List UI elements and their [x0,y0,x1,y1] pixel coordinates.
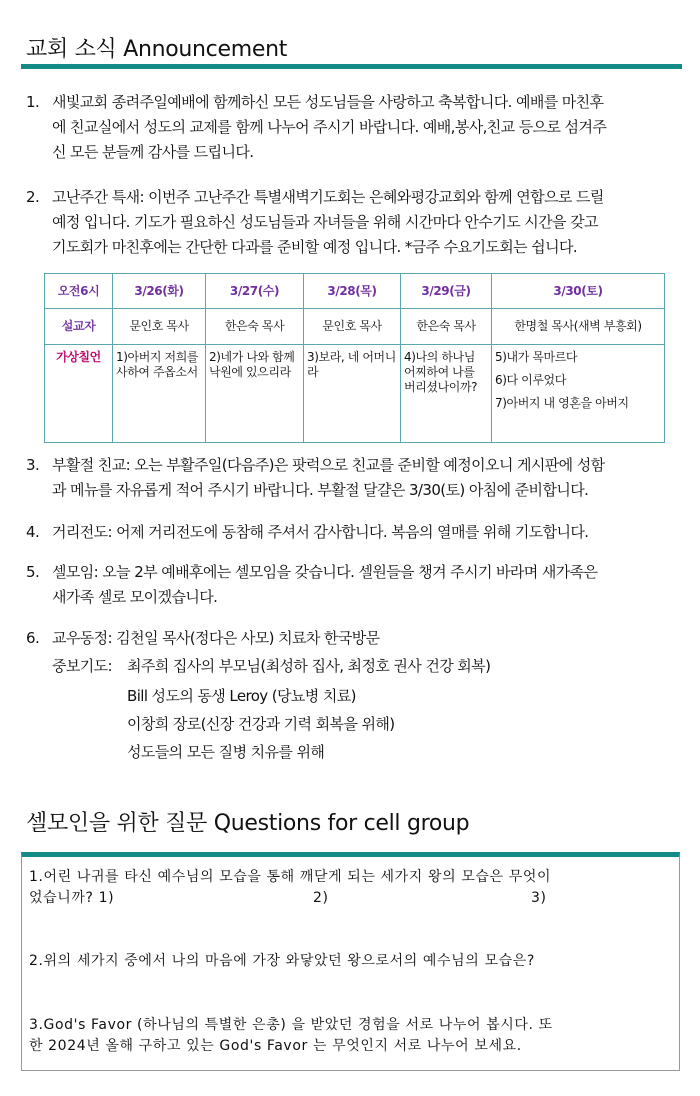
item-number: 5. [26,563,40,581]
item-number: 6. [26,629,40,647]
questions-box [21,852,680,1071]
question-line: 1.어린 나귀를 타신 예수님의 모습을 통해 깨닫게 되는 세가지 왕의 모습은 무엇이 [29,869,552,885]
table-cell: 문인호 목사 [304,309,401,345]
item-line: 새가족 셀로 모이겠습니다. [52,588,218,606]
prayer-label: 중보기도: [52,657,113,675]
answer-marker-2: 2) [313,890,329,906]
announcement-rule [21,64,682,69]
item-line: 부활절 친교: 오는 부활주일(다음주)은 팟럭으로 친교를 준비할 예정이오니 게시판에 성함 [52,456,605,474]
item-line: 신 모든 분들께 감사를 드립니다. [52,143,254,161]
table-cell: 4)나의 하나님 어찌하여 나를 버리셨나이까? [401,345,492,443]
row-label-preacher: 설교자 [45,309,113,345]
question-text: 었습니까? 1) [29,890,115,906]
table-cell: 2)네가 나와 함께 낙원에 있으리라 [206,345,304,443]
announcement-item-3 [26,453,676,503]
table-header-cell: 오전6시 [45,274,113,309]
prayer-line: 최주희 집사의 부모님(최성하 집사, 최정호 권사 건강 회복) [127,657,491,675]
word-line: 6)다 이루었다 [495,373,566,387]
prayer-line: 성도들의 모든 질병 치유를 위해 [127,743,325,761]
question-line: 2.위의 세가지 중에서 나의 마음에 가장 와닿았던 왕으로서의 예수님의 모습은? [29,953,535,969]
table-header-cell: 3/30(토) [492,274,665,309]
item-line: 에 친교실에서 성도의 교제를 함께 나누어 주시기 바랍니다. 예배,봉사,친교 등으로 섬겨주 [52,118,607,136]
item-line: 거리전도: 어제 거리전도에 동참해 주셔서 감사합니다. 복음의 열매를 위해 기도합니다. [52,523,589,541]
question-line: 한 2024년 올해 구하고 있는 God's Favor 는 무엇인지 서로 나누어 보세요. [29,1038,522,1054]
announcement-item-6 [26,626,676,651]
row-label-words: 가상칠언 [45,345,113,443]
item-line: 예정 입니다. 기도가 필요하신 성도님들과 자녀들을 위해 시간마다 안수기도 시간을 갖고 [52,213,598,231]
question-line: 3.God's Favor (하나님의 특별한 은총) 을 받았던 경험을 서로 나누어 봅시다. 또 [29,1017,553,1033]
item-line: 교우동정: 김천일 목사(정다은 사모) 치료차 한국방문 [52,629,380,647]
table-header-cell: 3/27(수) [206,274,304,309]
item-line: 기도회가 마친후에는 간단한 다과를 준비할 예정 입니다. *금주 수요기도회는 쉽니다. [52,238,578,256]
answer-marker-3: 3) [531,890,547,906]
item-line: 고난주간 특새: 이번주 고난주간 특별새벽기도회는 은혜와평강교회와 함께 연합으로 드릴 [52,188,604,206]
announcement-item-4 [26,520,676,545]
prayer-line: Bill 성도의 동생 Leroy (당뇨병 치료) [127,687,356,705]
table-cell: 문인호 목사 [113,309,206,345]
table-cell [492,345,665,443]
item-line: 셀모임: 오늘 2부 예배후에는 셀모임을 갖습니다. 셀원들을 챙겨 주시기 바라며 새가족은 [52,563,598,581]
item-line: 과 메뉴를 자유롭게 적어 주시기 바랍니다. 부활절 달걀은 3/30(토) 아침에 준비합니다. [52,481,589,499]
table-cell: 1)아버지 저희를 사하여 주옵소서 [113,345,206,443]
table-header-cell: 3/28(목) [304,274,401,309]
table-row [45,345,665,443]
questions-title: 셀모인을 위한 질문 Questions for cell group [26,811,470,836]
table-header-row [45,274,665,309]
question-2 [29,951,674,972]
item-number: 2. [26,188,40,206]
question-3 [29,1015,674,1057]
item-number: 4. [26,523,40,541]
word-line: 5)내가 목마르다 [495,350,578,364]
announcement-item-2 [26,185,676,260]
item-number: 3. [26,456,40,474]
table-cell: 3)보라, 네 어머니라 [304,345,401,443]
question-1 [29,867,674,909]
table-row [45,309,665,345]
table-cell: 한명철 목사(새벽 부흥회) [492,309,665,345]
prayer-schedule-table [44,273,665,443]
table-header-cell: 3/26(화) [113,274,206,309]
table-cell: 한은숙 목사 [401,309,492,345]
announcement-item-1 [26,90,676,165]
table-cell: 한은숙 목사 [206,309,304,345]
question-line [29,888,674,909]
announcement-title: 교회 소식 Announcement [26,37,288,62]
item-line: 새빛교회 종려주일예배에 함께하신 모든 성도님들을 사랑하고 축복합니다. 예배를 마친후 [52,93,604,111]
prayer-line: 이창희 장로(신장 건강과 기력 회복을 위해) [127,715,395,733]
item-number: 1. [26,93,40,111]
table-header-cell: 3/29(금) [401,274,492,309]
announcement-item-5 [26,560,676,610]
word-line: 7)아버지 내 영혼을 아버지 [495,396,629,410]
